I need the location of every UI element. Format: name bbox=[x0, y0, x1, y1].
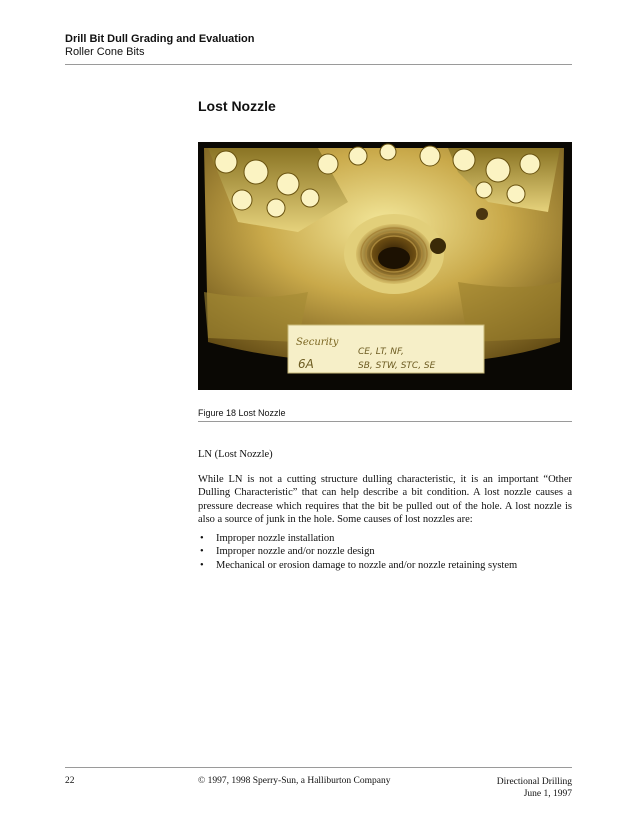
label-card-line2-left: 6A bbox=[298, 357, 314, 371]
body-paragraph: While LN is not a cutting structure dulling characteristic, it is an important “Other Dulling Characteristic” that can help describe a bit condition. A lost nozzle causes a pressure decrease which requires that the bit be pulled out of the hole. A lost nozzle is also a source of junk in the hole. Some causes of lost nozzles are: bbox=[198, 474, 572, 526]
list-item: • Improper nozzle installation bbox=[198, 532, 572, 545]
footer-doc-info bbox=[497, 776, 572, 800]
footer-doc-title: Directional Drilling bbox=[496, 777, 572, 787]
label-card-line2-right: SB, STW, STC, SE bbox=[358, 361, 436, 371]
label-card-logo: Security bbox=[296, 337, 339, 348]
term-heading: LN (Lost Nozzle) bbox=[198, 449, 273, 460]
footer-date: June 1, 1997 bbox=[523, 789, 572, 799]
label-card-line1-right: CE, LT, NF, bbox=[358, 347, 404, 357]
header-rule bbox=[65, 64, 572, 65]
section-title: Lost Nozzle bbox=[198, 98, 276, 114]
page-number: 22 bbox=[65, 776, 75, 786]
figure-caption: Figure 18 Lost Nozzle bbox=[198, 408, 286, 418]
footer-copyright: © 1997, 1998 Sperry-Sun, a Halliburton Company bbox=[198, 776, 391, 786]
list-item: • Mechanical or erosion damage to nozzle and/or nozzle retaining system bbox=[198, 559, 572, 572]
header-title: Drill Bit Dull Grading and Evaluation bbox=[65, 33, 255, 45]
header-subtitle: Roller Cone Bits bbox=[65, 46, 145, 58]
caption-rule bbox=[198, 421, 572, 422]
footer-rule bbox=[65, 767, 572, 768]
causes-list bbox=[198, 532, 572, 572]
lost-nozzle-photo-illustration bbox=[198, 142, 572, 390]
lost-nozzle-photo bbox=[198, 142, 572, 390]
list-item: • Improper nozzle and/or nozzle design bbox=[198, 545, 572, 558]
